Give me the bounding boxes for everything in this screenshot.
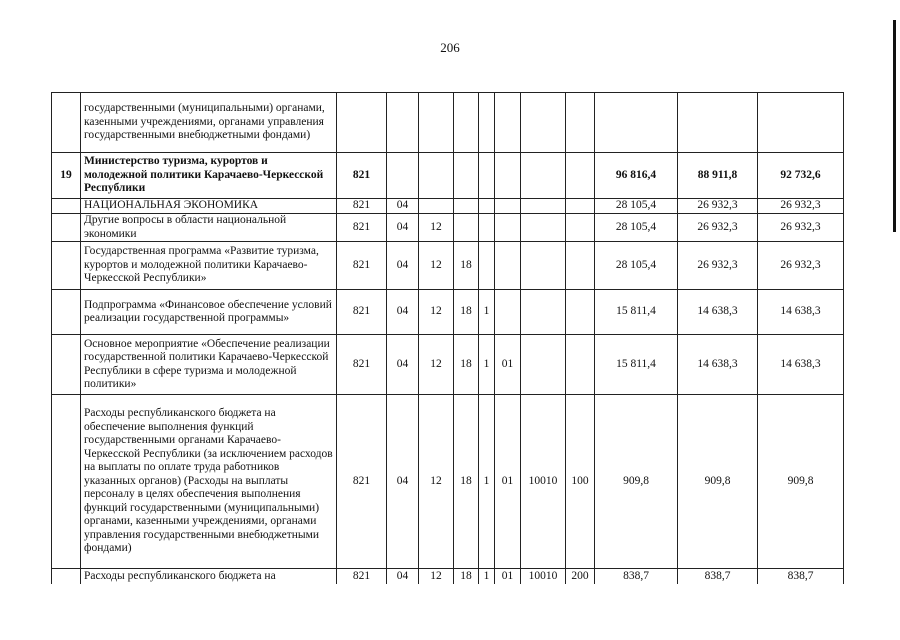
program-code: 18 [454, 395, 479, 569]
expense-type-code [566, 290, 595, 335]
margin-bar [893, 20, 896, 232]
ministry-code: 821 [337, 569, 387, 584]
row-number [52, 290, 81, 335]
amount-year-1: 909,8 [595, 395, 678, 569]
subsection-code: 12 [419, 290, 454, 335]
subprogram-code [479, 199, 495, 214]
row-number [52, 214, 81, 242]
amount-year-1: 15 811,4 [595, 290, 678, 335]
section-code: 04 [387, 569, 419, 584]
subsection-code: 12 [419, 395, 454, 569]
amount-year-3: 14 638,3 [758, 335, 844, 395]
amount-year-1: 838,7 [595, 569, 678, 584]
amount-year-2: 26 932,3 [678, 242, 758, 290]
section-code: 04 [387, 214, 419, 242]
row-name: Расходы республиканского бюджета на обеспечение выполнения функций государственными органами Карачаево-Черкесской Республики (за исключением расходов на выплаты по оплате труда работников указанных органов) (Расходы на выплаты персоналу в целях обеспечения выполнения функций государственными (муниципальными) органами, казенными учреждениями, органами управления государственными внебюджетными фондами) [81, 395, 337, 569]
direction-code: 10010 [521, 569, 566, 584]
row-name: Подпрограмма «Финансовое обеспечение условий реализации государственной программы» [81, 290, 337, 335]
row-number [52, 199, 81, 214]
row-name: Основное мероприятие «Обеспечение реализации государственной политики Карачаево-Черкесской Республики в сфере туризма и молодежной политики» [81, 335, 337, 395]
section-code: 04 [387, 395, 419, 569]
activity-code [495, 214, 521, 242]
activity-code: 01 [495, 569, 521, 584]
section-code: 04 [387, 290, 419, 335]
row-number [52, 569, 81, 584]
direction-code [521, 290, 566, 335]
table-row [52, 199, 844, 214]
row-name: Государственная программа «Развитие туризма, курортов и молодежной политики Карачаево-Черкесской Республики» [81, 242, 337, 290]
direction-code [521, 214, 566, 242]
ministry-code: 821 [337, 153, 387, 199]
expense-type-code [566, 199, 595, 214]
row-name: Министерство туризма, курортов и молодежной политики Карачаево-Черкесской Республики [81, 153, 337, 199]
subprogram-code [479, 93, 495, 153]
section-code: 04 [387, 335, 419, 395]
subsection-code: 12 [419, 214, 454, 242]
program-code: 18 [454, 290, 479, 335]
ministry-code: 821 [337, 290, 387, 335]
activity-code [495, 93, 521, 153]
section-code [387, 153, 419, 199]
amount-year-1: 28 105,4 [595, 199, 678, 214]
table-row [52, 93, 844, 153]
program-code [454, 93, 479, 153]
table-row [52, 242, 844, 290]
section-code: 04 [387, 199, 419, 214]
direction-code [521, 242, 566, 290]
amount-year-1: 15 811,4 [595, 335, 678, 395]
program-code [454, 214, 479, 242]
amount-year-2: 909,8 [678, 395, 758, 569]
amount-year-3 [758, 93, 844, 153]
subsection-code [419, 199, 454, 214]
program-code [454, 199, 479, 214]
ministry-code: 821 [337, 395, 387, 569]
direction-code [521, 199, 566, 214]
amount-year-2: 26 932,3 [678, 214, 758, 242]
amount-year-3: 909,8 [758, 395, 844, 569]
subsection-code: 12 [419, 569, 454, 584]
expense-type-code: 200 [566, 569, 595, 584]
amount-year-3: 14 638,3 [758, 290, 844, 335]
amount-year-1: 28 105,4 [595, 242, 678, 290]
activity-code [495, 242, 521, 290]
expense-type-code [566, 153, 595, 199]
subprogram-code [479, 242, 495, 290]
section-code [387, 93, 419, 153]
ministry-code: 821 [337, 242, 387, 290]
row-number [52, 395, 81, 569]
expense-type-code [566, 93, 595, 153]
amount-year-2: 14 638,3 [678, 290, 758, 335]
section-code: 04 [387, 242, 419, 290]
amount-year-1: 96 816,4 [595, 153, 678, 199]
amount-year-2 [678, 93, 758, 153]
table-row [52, 335, 844, 395]
row-name: НАЦИОНАЛЬНАЯ ЭКОНОМИКА [81, 199, 337, 214]
ministry-code: 821 [337, 199, 387, 214]
table-row [52, 395, 844, 569]
ministry-code: 821 [337, 335, 387, 395]
activity-code: 01 [495, 335, 521, 395]
activity-code [495, 153, 521, 199]
ministry-code: 821 [337, 214, 387, 242]
program-code [454, 153, 479, 199]
expense-type-code [566, 214, 595, 242]
direction-code [521, 153, 566, 199]
table-row [52, 153, 844, 199]
direction-code [521, 93, 566, 153]
ministry-code [337, 93, 387, 153]
program-code: 18 [454, 569, 479, 584]
activity-code [495, 290, 521, 335]
amount-year-1 [595, 93, 678, 153]
budget-table [51, 92, 844, 584]
subprogram-code: 1 [479, 569, 495, 584]
row-number [52, 93, 81, 153]
amount-year-3: 92 732,6 [758, 153, 844, 199]
table-row [52, 290, 844, 335]
subprogram-code [479, 153, 495, 199]
subprogram-code: 1 [479, 395, 495, 569]
activity-code: 01 [495, 395, 521, 569]
row-number [52, 242, 81, 290]
row-number [52, 335, 81, 395]
amount-year-2: 838,7 [678, 569, 758, 584]
amount-year-3: 26 932,3 [758, 214, 844, 242]
amount-year-2: 14 638,3 [678, 335, 758, 395]
amount-year-2: 26 932,3 [678, 199, 758, 214]
row-name: Другие вопросы в области национальной экономики [81, 214, 337, 242]
activity-code [495, 199, 521, 214]
program-code: 18 [454, 242, 479, 290]
amount-year-3: 26 932,3 [758, 199, 844, 214]
amount-year-1: 28 105,4 [595, 214, 678, 242]
amount-year-2: 88 911,8 [678, 153, 758, 199]
expense-type-code [566, 242, 595, 290]
subsection-code: 12 [419, 242, 454, 290]
program-code: 18 [454, 335, 479, 395]
amount-year-3: 838,7 [758, 569, 844, 584]
amount-year-3: 26 932,3 [758, 242, 844, 290]
subprogram-code: 1 [479, 290, 495, 335]
row-name: Расходы республиканского бюджета на [81, 569, 337, 584]
page-number: 206 [440, 40, 460, 55]
expense-type-code [566, 335, 595, 395]
row-name: государственными (муниципальными) органами, казенными учреждениями, органами управления государственными внебюджетными фондами) [81, 93, 337, 153]
direction-code [521, 335, 566, 395]
direction-code: 10010 [521, 395, 566, 569]
row-number: 19 [52, 153, 81, 199]
subsection-code [419, 153, 454, 199]
subsection-code [419, 93, 454, 153]
table-row [52, 569, 844, 584]
subsection-code: 12 [419, 335, 454, 395]
subprogram-code: 1 [479, 335, 495, 395]
subprogram-code [479, 214, 495, 242]
table-row [52, 214, 844, 242]
expense-type-code: 100 [566, 395, 595, 569]
